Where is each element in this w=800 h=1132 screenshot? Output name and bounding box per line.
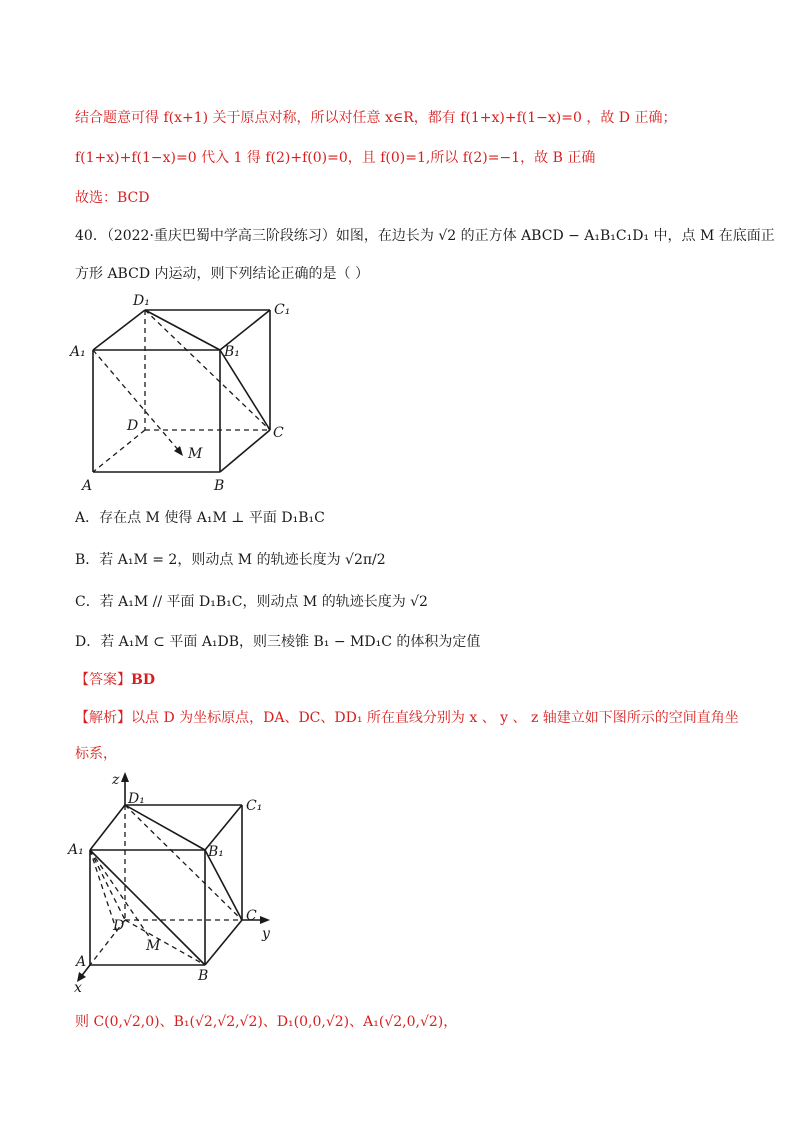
label-c: C — [246, 908, 257, 924]
label-x: x — [74, 980, 82, 996]
coordinates-line: 则 C(0,√2,0)、B₁(√2,√2,√2)、D₁(0,0,√2)、A₁(√2,0,√2)， — [75, 1014, 458, 1030]
label-b: B — [198, 968, 209, 984]
hidden-segment-a1-d — [90, 850, 125, 920]
y-axis-arrow — [260, 916, 270, 924]
segment-b1-c — [205, 850, 242, 920]
label-d1: D₁ — [128, 791, 145, 807]
prev-solution-choice: 故选：BCD — [75, 190, 150, 206]
option-c: C．若 A₁M // 平面 D₁B₁C，则动点 M 的轨迹长度为 √2 — [75, 594, 428, 610]
label-d: D — [127, 418, 139, 434]
label-c1: C₁ — [274, 302, 291, 318]
edge-b-c — [205, 920, 242, 965]
question-40-line-1: 40．（2022·重庆巴蜀中学高三阶段练习）如图，在边长为 √2 的正方体 ABCD − A₁B₁C₁D₁ 中，点 M 在底面正 — [75, 228, 775, 244]
label-m: M — [146, 938, 161, 954]
edge-a1-d1 — [90, 805, 125, 850]
label-d1: D₁ — [133, 293, 150, 309]
option-a: A．存在点 M 使得 A₁M ⊥ 平面 D₁B₁C — [75, 510, 325, 526]
label-b1: B₁ — [208, 844, 224, 860]
prev-solution-line-1: 结合题意可得 f(x+1) 关于原点对称，所以对任意 x∈R，都有 f(1+x)+f(1−x)=0 ，故 D 正确； — [75, 110, 677, 126]
label-c: C — [273, 425, 284, 441]
answer-value: BD — [131, 672, 155, 688]
label-y: y — [262, 926, 270, 942]
label-z: z — [112, 772, 120, 788]
label-a1: A₁ — [70, 344, 86, 360]
analysis-label: 【解析】 — [75, 710, 131, 726]
segment-d1-b1 — [125, 805, 205, 850]
hidden-segment-d-b — [125, 920, 205, 965]
prev-solution-line-2: f(1+x)+f(1−x)=0 代入 1 得 f(2)+f(0)=0，且 f(0)=1,所以 f(2)=−1，故 B 正确 — [75, 150, 596, 166]
analysis-text-1: 以点 D 为坐标原点，DA、DC、DD₁ 所在直线分别为 x 、 y 、 z 轴建立如下图所示的空间直角坐 — [131, 710, 739, 726]
label-b: B — [214, 478, 225, 494]
label-d: D — [113, 918, 125, 934]
label-m: M — [188, 446, 203, 462]
z-axis-arrow — [121, 772, 129, 782]
question-40-line-2: 方形 ABCD 内运动，则下列结论正确的是（ ） — [75, 266, 369, 282]
label-a: A — [76, 954, 87, 970]
answer-label: 【答案】 — [75, 672, 131, 688]
label-b1: B₁ — [224, 344, 240, 360]
option-b: B．若 A₁M = 2，则动点 M 的轨迹长度为 √2π/2 — [75, 552, 386, 568]
label-c1: C₁ — [246, 798, 263, 814]
analysis-line-2: 标系， — [75, 746, 117, 762]
label-a1: A₁ — [68, 842, 84, 858]
label-a: A — [82, 478, 93, 494]
option-d: D．若 A₁M ⊂ 平面 A₁DB，则三棱锥 B₁ − MD₁C 的体积为定值 — [75, 634, 481, 650]
